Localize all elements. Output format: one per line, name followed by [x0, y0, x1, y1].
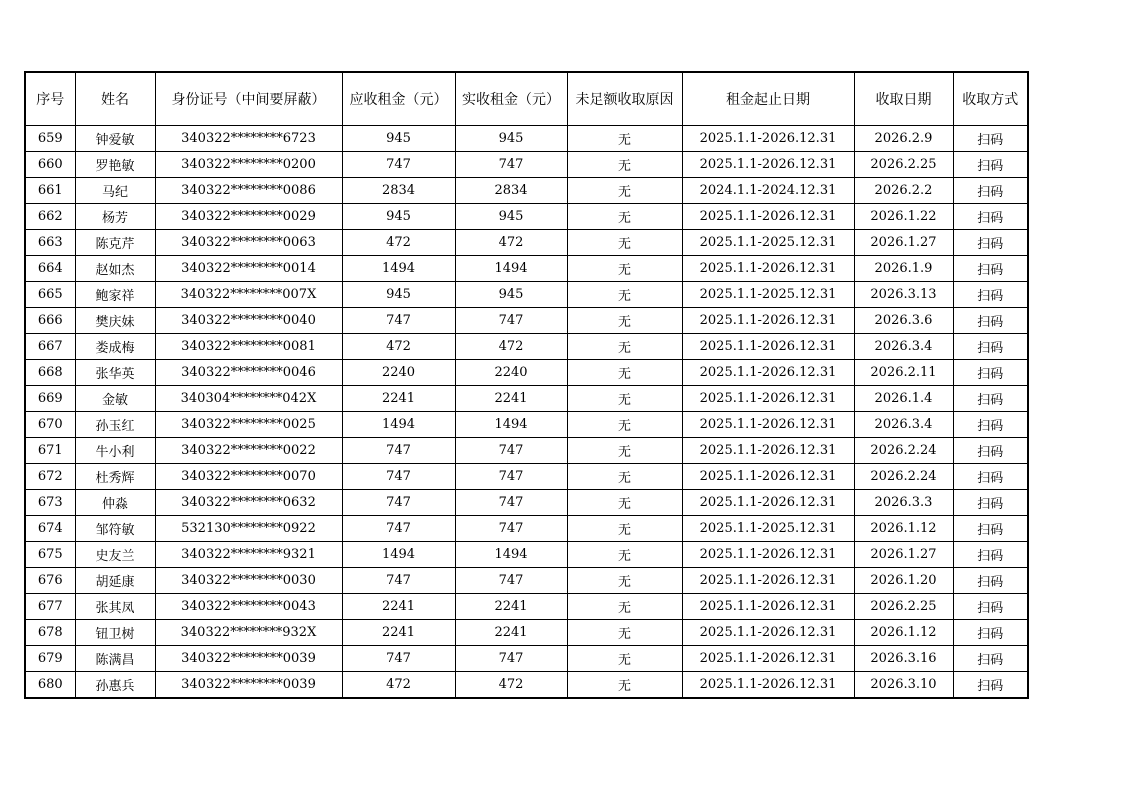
cell-id-number: 340322********0046: [155, 360, 342, 386]
cell-rent-received: 472: [455, 334, 567, 360]
cell-name: 樊庆妹: [75, 308, 155, 334]
cell-rent-received: 2834: [455, 178, 567, 204]
cell-collection-date: 2026.1.22: [854, 204, 953, 230]
table-row: [25, 386, 1028, 412]
cell-name: 马纪: [75, 178, 155, 204]
cell-collection-date: 2026.3.16: [854, 646, 953, 672]
cell-shortfall-reason: 无: [567, 516, 682, 542]
table-row: [25, 438, 1028, 464]
cell-name: 杨芳: [75, 204, 155, 230]
cell-shortfall-reason: 无: [567, 490, 682, 516]
cell-collection-date: 2026.1.27: [854, 230, 953, 256]
cell-id-number: 340322********9321: [155, 542, 342, 568]
cell-rent-received: 2241: [455, 594, 567, 620]
cell-rent-period: 2025.1.1-2025.12.31: [682, 516, 854, 542]
cell-id-number: 340322********0025: [155, 412, 342, 438]
cell-collection-date: 2026.1.4: [854, 386, 953, 412]
cell-shortfall-reason: 无: [567, 646, 682, 672]
cell-payment-method: 扫码: [953, 568, 1028, 594]
cell-payment-method: 扫码: [953, 308, 1028, 334]
cell-rent-due: 945: [342, 282, 455, 308]
cell-rent-due: 2240: [342, 360, 455, 386]
cell-seq: 673: [25, 490, 75, 516]
cell-rent-due: 1494: [342, 412, 455, 438]
cell-seq: 677: [25, 594, 75, 620]
cell-collection-date: 2026.2.25: [854, 152, 953, 178]
cell-rent-received: 747: [455, 308, 567, 334]
table-row: [25, 646, 1028, 672]
cell-rent-received: 747: [455, 568, 567, 594]
cell-shortfall-reason: 无: [567, 360, 682, 386]
cell-rent-period: 2025.1.1-2026.12.31: [682, 386, 854, 412]
cell-rent-period: 2025.1.1-2026.12.31: [682, 126, 854, 152]
cell-id-number: 340322********6723: [155, 126, 342, 152]
cell-payment-method: 扫码: [953, 178, 1028, 204]
cell-shortfall-reason: 无: [567, 334, 682, 360]
cell-rent-received: 1494: [455, 542, 567, 568]
cell-collection-date: 2026.2.24: [854, 464, 953, 490]
table-row: [25, 360, 1028, 386]
cell-shortfall-reason: 无: [567, 386, 682, 412]
cell-rent-due: 945: [342, 126, 455, 152]
cell-name: 孙玉红: [75, 412, 155, 438]
cell-payment-method: 扫码: [953, 230, 1028, 256]
cell-rent-due: 2834: [342, 178, 455, 204]
cell-rent-received: 1494: [455, 412, 567, 438]
cell-id-number: 340304********042X: [155, 386, 342, 412]
cell-name: 罗艳敏: [75, 152, 155, 178]
cell-name: 仲淼: [75, 490, 155, 516]
cell-collection-date: 2026.2.25: [854, 594, 953, 620]
table-row: [25, 464, 1028, 490]
cell-id-number: 340322********0029: [155, 204, 342, 230]
cell-name: 张其凤: [75, 594, 155, 620]
cell-rent-due: 472: [342, 672, 455, 699]
cell-name: 杜秀辉: [75, 464, 155, 490]
cell-rent-period: 2025.1.1-2026.12.31: [682, 308, 854, 334]
cell-payment-method: 扫码: [953, 256, 1028, 282]
cell-payment-method: 扫码: [953, 516, 1028, 542]
cell-seq: 676: [25, 568, 75, 594]
cell-seq: 672: [25, 464, 75, 490]
cell-payment-method: 扫码: [953, 126, 1028, 152]
cell-seq: 661: [25, 178, 75, 204]
cell-rent-received: 2241: [455, 620, 567, 646]
cell-rent-received: 747: [455, 152, 567, 178]
col-header-payment-method: 收取方式: [953, 72, 1028, 126]
cell-name: 牛小利: [75, 438, 155, 464]
cell-payment-method: 扫码: [953, 620, 1028, 646]
cell-rent-period: 2024.1.1-2024.12.31: [682, 178, 854, 204]
cell-collection-date: 2026.3.10: [854, 672, 953, 699]
cell-id-number: 340322********0086: [155, 178, 342, 204]
cell-rent-received: 945: [455, 282, 567, 308]
cell-seq: 678: [25, 620, 75, 646]
cell-rent-received: 945: [455, 126, 567, 152]
cell-rent-period: 2025.1.1-2026.12.31: [682, 594, 854, 620]
cell-rent-received: 747: [455, 516, 567, 542]
cell-payment-method: 扫码: [953, 386, 1028, 412]
cell-shortfall-reason: 无: [567, 178, 682, 204]
cell-seq: 667: [25, 334, 75, 360]
cell-rent-due: 747: [342, 464, 455, 490]
col-header-rent-period: 租金起止日期: [682, 72, 854, 126]
cell-shortfall-reason: 无: [567, 152, 682, 178]
cell-rent-received: 2241: [455, 386, 567, 412]
cell-rent-period: 2025.1.1-2026.12.31: [682, 334, 854, 360]
cell-name: 鲍家祥: [75, 282, 155, 308]
cell-seq: 664: [25, 256, 75, 282]
table-row: [25, 256, 1028, 282]
table-row: [25, 542, 1028, 568]
cell-payment-method: 扫码: [953, 334, 1028, 360]
cell-collection-date: 2026.3.3: [854, 490, 953, 516]
cell-rent-due: 945: [342, 204, 455, 230]
cell-seq: 663: [25, 230, 75, 256]
cell-shortfall-reason: 无: [567, 672, 682, 699]
cell-rent-period: 2025.1.1-2026.12.31: [682, 672, 854, 699]
cell-payment-method: 扫码: [953, 412, 1028, 438]
cell-shortfall-reason: 无: [567, 594, 682, 620]
cell-seq: 671: [25, 438, 75, 464]
cell-id-number: 340322********0039: [155, 672, 342, 699]
cell-seq: 670: [25, 412, 75, 438]
cell-rent-period: 2025.1.1-2026.12.31: [682, 464, 854, 490]
table-header-row: [25, 72, 1028, 126]
cell-rent-period: 2025.1.1-2025.12.31: [682, 282, 854, 308]
cell-seq: 662: [25, 204, 75, 230]
table-row: [25, 516, 1028, 542]
cell-shortfall-reason: 无: [567, 568, 682, 594]
col-header-rent-received: 实收租金（元）: [455, 72, 567, 126]
table-row: [25, 152, 1028, 178]
table-row: [25, 230, 1028, 256]
cell-name: 张华英: [75, 360, 155, 386]
cell-rent-period: 2025.1.1-2026.12.31: [682, 204, 854, 230]
cell-rent-due: 2241: [342, 386, 455, 412]
cell-collection-date: 2026.1.12: [854, 620, 953, 646]
cell-collection-date: 2026.3.13: [854, 282, 953, 308]
cell-rent-due: 747: [342, 308, 455, 334]
cell-id-number: 340322********0632: [155, 490, 342, 516]
cell-payment-method: 扫码: [953, 152, 1028, 178]
cell-id-number: 340322********0014: [155, 256, 342, 282]
col-header-shortfall-reason: 未足额收取原因: [567, 72, 682, 126]
cell-name: 史友兰: [75, 542, 155, 568]
cell-rent-due: 747: [342, 152, 455, 178]
cell-collection-date: 2026.1.9: [854, 256, 953, 282]
cell-seq: 675: [25, 542, 75, 568]
cell-seq: 665: [25, 282, 75, 308]
cell-shortfall-reason: 无: [567, 308, 682, 334]
cell-collection-date: 2026.1.12: [854, 516, 953, 542]
cell-name: 陈克芹: [75, 230, 155, 256]
cell-rent-received: 472: [455, 672, 567, 699]
cell-shortfall-reason: 无: [567, 542, 682, 568]
cell-rent-due: 747: [342, 438, 455, 464]
cell-payment-method: 扫码: [953, 594, 1028, 620]
cell-seq: 668: [25, 360, 75, 386]
cell-rent-period: 2025.1.1-2026.12.31: [682, 490, 854, 516]
cell-rent-period: 2025.1.1-2026.12.31: [682, 412, 854, 438]
cell-shortfall-reason: 无: [567, 230, 682, 256]
cell-rent-due: 1494: [342, 542, 455, 568]
col-header-id-number: 身份证号（中间要屏蔽）: [155, 72, 342, 126]
cell-rent-due: 747: [342, 516, 455, 542]
col-header-rent-due: 应收租金（元）: [342, 72, 455, 126]
cell-collection-date: 2026.3.6: [854, 308, 953, 334]
cell-name: 钟爱敏: [75, 126, 155, 152]
cell-payment-method: 扫码: [953, 542, 1028, 568]
cell-seq: 659: [25, 126, 75, 152]
cell-name: 钮卫树: [75, 620, 155, 646]
cell-rent-due: 472: [342, 230, 455, 256]
cell-id-number: 340322********0040: [155, 308, 342, 334]
cell-payment-method: 扫码: [953, 672, 1028, 699]
cell-rent-period: 2025.1.1-2026.12.31: [682, 542, 854, 568]
cell-collection-date: 2026.1.20: [854, 568, 953, 594]
cell-seq: 669: [25, 386, 75, 412]
cell-shortfall-reason: 无: [567, 204, 682, 230]
cell-rent-period: 2025.1.1-2026.12.31: [682, 646, 854, 672]
cell-rent-period: 2025.1.1-2026.12.31: [682, 568, 854, 594]
cell-name: 胡延康: [75, 568, 155, 594]
table-row: [25, 672, 1028, 699]
cell-shortfall-reason: 无: [567, 412, 682, 438]
cell-rent-received: 1494: [455, 256, 567, 282]
cell-rent-due: 1494: [342, 256, 455, 282]
cell-payment-method: 扫码: [953, 646, 1028, 672]
cell-rent-period: 2025.1.1-2026.12.31: [682, 152, 854, 178]
cell-id-number: 340322********0043: [155, 594, 342, 620]
cell-shortfall-reason: 无: [567, 282, 682, 308]
cell-rent-due: 747: [342, 568, 455, 594]
cell-id-number: 340322********0063: [155, 230, 342, 256]
table-row: [25, 178, 1028, 204]
cell-shortfall-reason: 无: [567, 620, 682, 646]
cell-collection-date: 2026.3.4: [854, 412, 953, 438]
col-header-seq: 序号: [25, 72, 75, 126]
cell-name: 孙惠兵: [75, 672, 155, 699]
table-body: [25, 126, 1028, 699]
cell-shortfall-reason: 无: [567, 438, 682, 464]
cell-collection-date: 2026.2.24: [854, 438, 953, 464]
table-row: [25, 126, 1028, 152]
cell-rent-received: 2240: [455, 360, 567, 386]
table-row: [25, 490, 1028, 516]
cell-shortfall-reason: 无: [567, 464, 682, 490]
table-row: [25, 334, 1028, 360]
cell-seq: 660: [25, 152, 75, 178]
cell-rent-period: 2025.1.1-2026.12.31: [682, 438, 854, 464]
cell-id-number: 340322********0200: [155, 152, 342, 178]
cell-rent-due: 747: [342, 646, 455, 672]
cell-id-number: 340322********0070: [155, 464, 342, 490]
cell-rent-due: 2241: [342, 594, 455, 620]
cell-collection-date: 2026.2.9: [854, 126, 953, 152]
cell-shortfall-reason: 无: [567, 256, 682, 282]
table-row: [25, 620, 1028, 646]
cell-shortfall-reason: 无: [567, 126, 682, 152]
rent-collection-table: [24, 71, 1029, 699]
cell-payment-method: 扫码: [953, 360, 1028, 386]
cell-payment-method: 扫码: [953, 490, 1028, 516]
cell-rent-period: 2025.1.1-2026.12.31: [682, 360, 854, 386]
cell-rent-period: 2025.1.1-2026.12.31: [682, 620, 854, 646]
cell-payment-method: 扫码: [953, 464, 1028, 490]
cell-seq: 679: [25, 646, 75, 672]
table-row: [25, 412, 1028, 438]
cell-rent-received: 747: [455, 646, 567, 672]
table-row: [25, 568, 1028, 594]
cell-name: 邹符敏: [75, 516, 155, 542]
cell-payment-method: 扫码: [953, 282, 1028, 308]
cell-payment-method: 扫码: [953, 438, 1028, 464]
col-header-collection-date: 收取日期: [854, 72, 953, 126]
cell-payment-method: 扫码: [953, 204, 1028, 230]
table-row: [25, 594, 1028, 620]
cell-id-number: 340322********0039: [155, 646, 342, 672]
cell-id-number: 340322********0022: [155, 438, 342, 464]
cell-seq: 674: [25, 516, 75, 542]
col-header-name: 姓名: [75, 72, 155, 126]
table-row: [25, 308, 1028, 334]
cell-rent-received: 472: [455, 230, 567, 256]
cell-rent-due: 2241: [342, 620, 455, 646]
cell-rent-period: 2025.1.1-2026.12.31: [682, 256, 854, 282]
cell-seq: 680: [25, 672, 75, 699]
cell-id-number: 340322********0081: [155, 334, 342, 360]
cell-collection-date: 2026.1.27: [854, 542, 953, 568]
cell-seq: 666: [25, 308, 75, 334]
cell-collection-date: 2026.2.2: [854, 178, 953, 204]
cell-name: 娄成梅: [75, 334, 155, 360]
cell-collection-date: 2026.2.11: [854, 360, 953, 386]
table-row: [25, 204, 1028, 230]
cell-id-number: 340322********0030: [155, 568, 342, 594]
cell-id-number: 340322********007X: [155, 282, 342, 308]
cell-id-number: 532130********0922: [155, 516, 342, 542]
cell-name: 赵如杰: [75, 256, 155, 282]
table-row: [25, 282, 1028, 308]
cell-rent-received: 945: [455, 204, 567, 230]
cell-name: 陈满昌: [75, 646, 155, 672]
cell-rent-received: 747: [455, 464, 567, 490]
cell-name: 金敏: [75, 386, 155, 412]
cell-id-number: 340322********932X: [155, 620, 342, 646]
cell-rent-received: 747: [455, 438, 567, 464]
cell-collection-date: 2026.3.4: [854, 334, 953, 360]
cell-rent-due: 472: [342, 334, 455, 360]
cell-rent-received: 747: [455, 490, 567, 516]
cell-rent-period: 2025.1.1-2025.12.31: [682, 230, 854, 256]
cell-rent-due: 747: [342, 490, 455, 516]
